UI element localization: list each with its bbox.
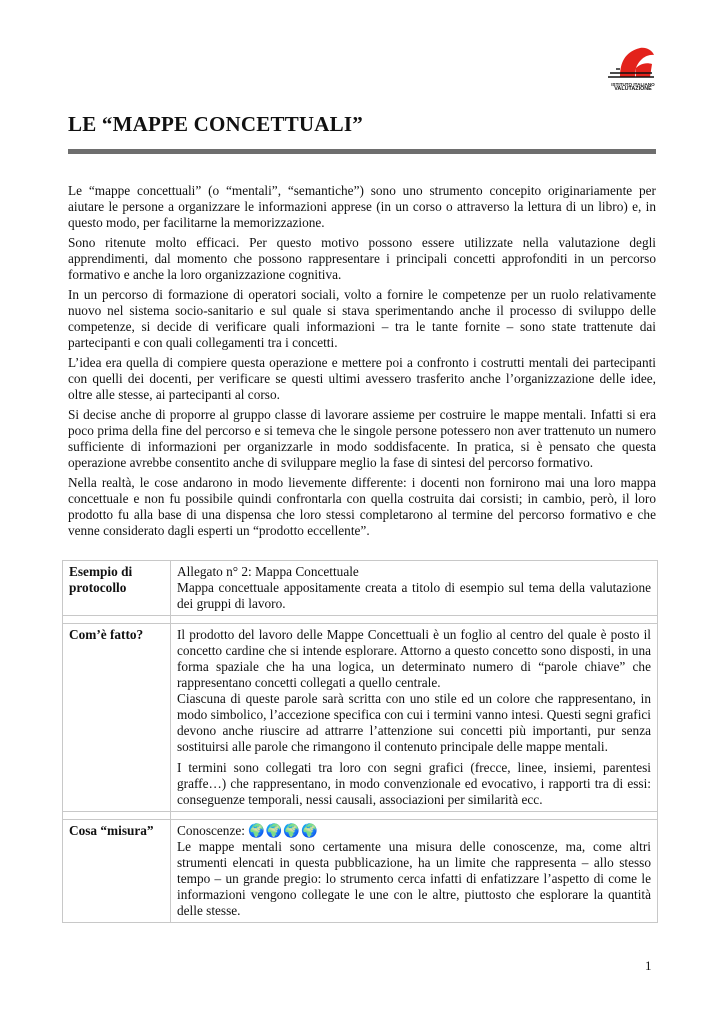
description-paragraph: I termini sono collegati tra loro con segni grafici (frecce, linee, insiemi, parentesi graffe…) che rappresentano, in modo convenzionale ed evocativo, i rapporti tra di essi: conseguenze temporali, nessi causali, associazioni per similarità ecc. (177, 760, 651, 807)
table-spacer-row (63, 616, 658, 624)
paragraph: Le “mappe concettuali” (o “mentali”, “semantiche”) sono uno strumento concepito originariamente per aiutare le persone a organizzare le informazioni apprese (in un corso o attraverso la lettura di un libro) e, in questo modo, per facilitarne la memorizzazione. (68, 183, 656, 230)
title-rule (68, 149, 656, 154)
row-label-esempio: Esempio di protocollo (63, 561, 171, 616)
logo-line-2: VALUTAZIONE (614, 86, 652, 92)
description-paragraph: Ciascuna di queste parole sarà scritta con uno stile ed un colore che rappresentano, in modo simbolico, l’accezione specifica con cui i termini vanno intesi. Questi segni grafici devono anche riuscire ad attrarre l’attenzione sui concetti più importanti, pur senza sostituirsi alle parole che rimangono il contenuto principale delle mappe mentali. (177, 691, 651, 754)
row-content-esempio (171, 561, 658, 616)
logo-line-1: ISTITUTO ITALIANO (611, 82, 655, 87)
description-paragraph: Il prodotto del lavoro delle Mappe Concettuali è un foglio al centro del quale è posto il concetto cardine che si intende esplorare. Attorno a questo concetto sono disposti, in una forma spaziale che ha una logica, un determinato numero di “parole chiave” che rappresentano concetti collegati a quello centrale. (177, 627, 651, 690)
paragraph: Nella realtà, le cose andarono in modo lievemente differente: i docenti non fornirono mai una loro mappa concettuale e non fu possibile quindi confrontarla con quella costruita dai corsisti; in cambio, però, il loro prodotto fu alla base di una dispensa che loro stessi completarono al termine del percorso formativo e che venne considerato dagli esperti un “prodotto eccellente”. (68, 475, 656, 538)
table-row (63, 820, 658, 923)
description-paragraph: Le mappe mentali sono certamente una misura delle conoscenze, ma, come altri strumenti elencati in questa pubblicazione, ha un limite che rappresenta – allo stesso tempo – un grande pregio: lo strumento cerca infatti di enfatizzare l’aspetto di come le informazioni vengono collegate le une con le altre, piuttosto che esplorare la quantità delle stesse. (177, 839, 651, 918)
page-title: LE “MAPPE CONCETTUALI” (68, 112, 363, 136)
table-row (63, 624, 658, 812)
page-number: 1 (645, 958, 652, 973)
globe-icon: 🌍🌍🌍🌍 (248, 823, 319, 838)
row-content-come-fatto (171, 624, 658, 812)
logo-flag-icon (606, 46, 656, 82)
table-spacer-row (63, 812, 658, 820)
allegato-description: Mappa concettuale appositamente creata a titolo di esempio sul tema della valutazione dei gruppi di lavoro. (177, 580, 651, 611)
knowledge-rating (177, 823, 651, 839)
allegato-line: Allegato n° 2: Mappa Concettuale (177, 564, 359, 579)
paragraph: In un percorso di formazione di operatori sociali, volto a fornire le competenze per un ruolo relativamente nuovo nel sistema socio-sanitario e sul quale si stava sperimentando anche il processo di sviluppo delle competenze, si decide di verificare quali informazioni – tra le tante fornite – sono state trattenute dai partecipanti e con quali collegamenti tra i concetti. (68, 287, 656, 350)
row-label-come-fatto: Com’è fatto? (63, 624, 171, 812)
paragraph: Si decise anche di proporre al gruppo classe di lavorare assieme per costruire le mappe mentali. Infatti si era poco prima della fine del percorso e si temeva che le singole persone potessero non aver trattenuto un numero sufficiente di informazioni per organizzarle in modo soddisfacente. In pratica, si è pensato che questa operazione avrebbe consentito anche di sviluppare meglio la fase di sintesi del percorso formativo. (68, 407, 656, 470)
paragraph: L’idea era quella di compiere questa operazione e mettere poi a confronto i costrutti mentali dei partecipanti con quelli dei docenti, per verificare se questi ultimi avessero trasferito anche l’organizzazione delle idee, oltre alle stesse, ai partecipanti al corso. (68, 355, 656, 402)
istituto-logo (606, 46, 656, 94)
paragraph: Sono ritenute molto efficaci. Per questo motivo possono essere utilizzate nella valutazione degli apprendimenti, dal momento che possono rappresentare i principali concetti approfonditi in un percorso formativo e anche la loro organizzazione cognitiva. (68, 235, 656, 282)
knowledge-label: Conoscenze: (177, 823, 245, 838)
body-text (68, 183, 656, 543)
row-content-cosa-misura (171, 820, 658, 923)
protocol-table (62, 560, 658, 923)
table-row (63, 561, 658, 616)
row-label-cosa-misura: Cosa “misura” (63, 820, 171, 923)
